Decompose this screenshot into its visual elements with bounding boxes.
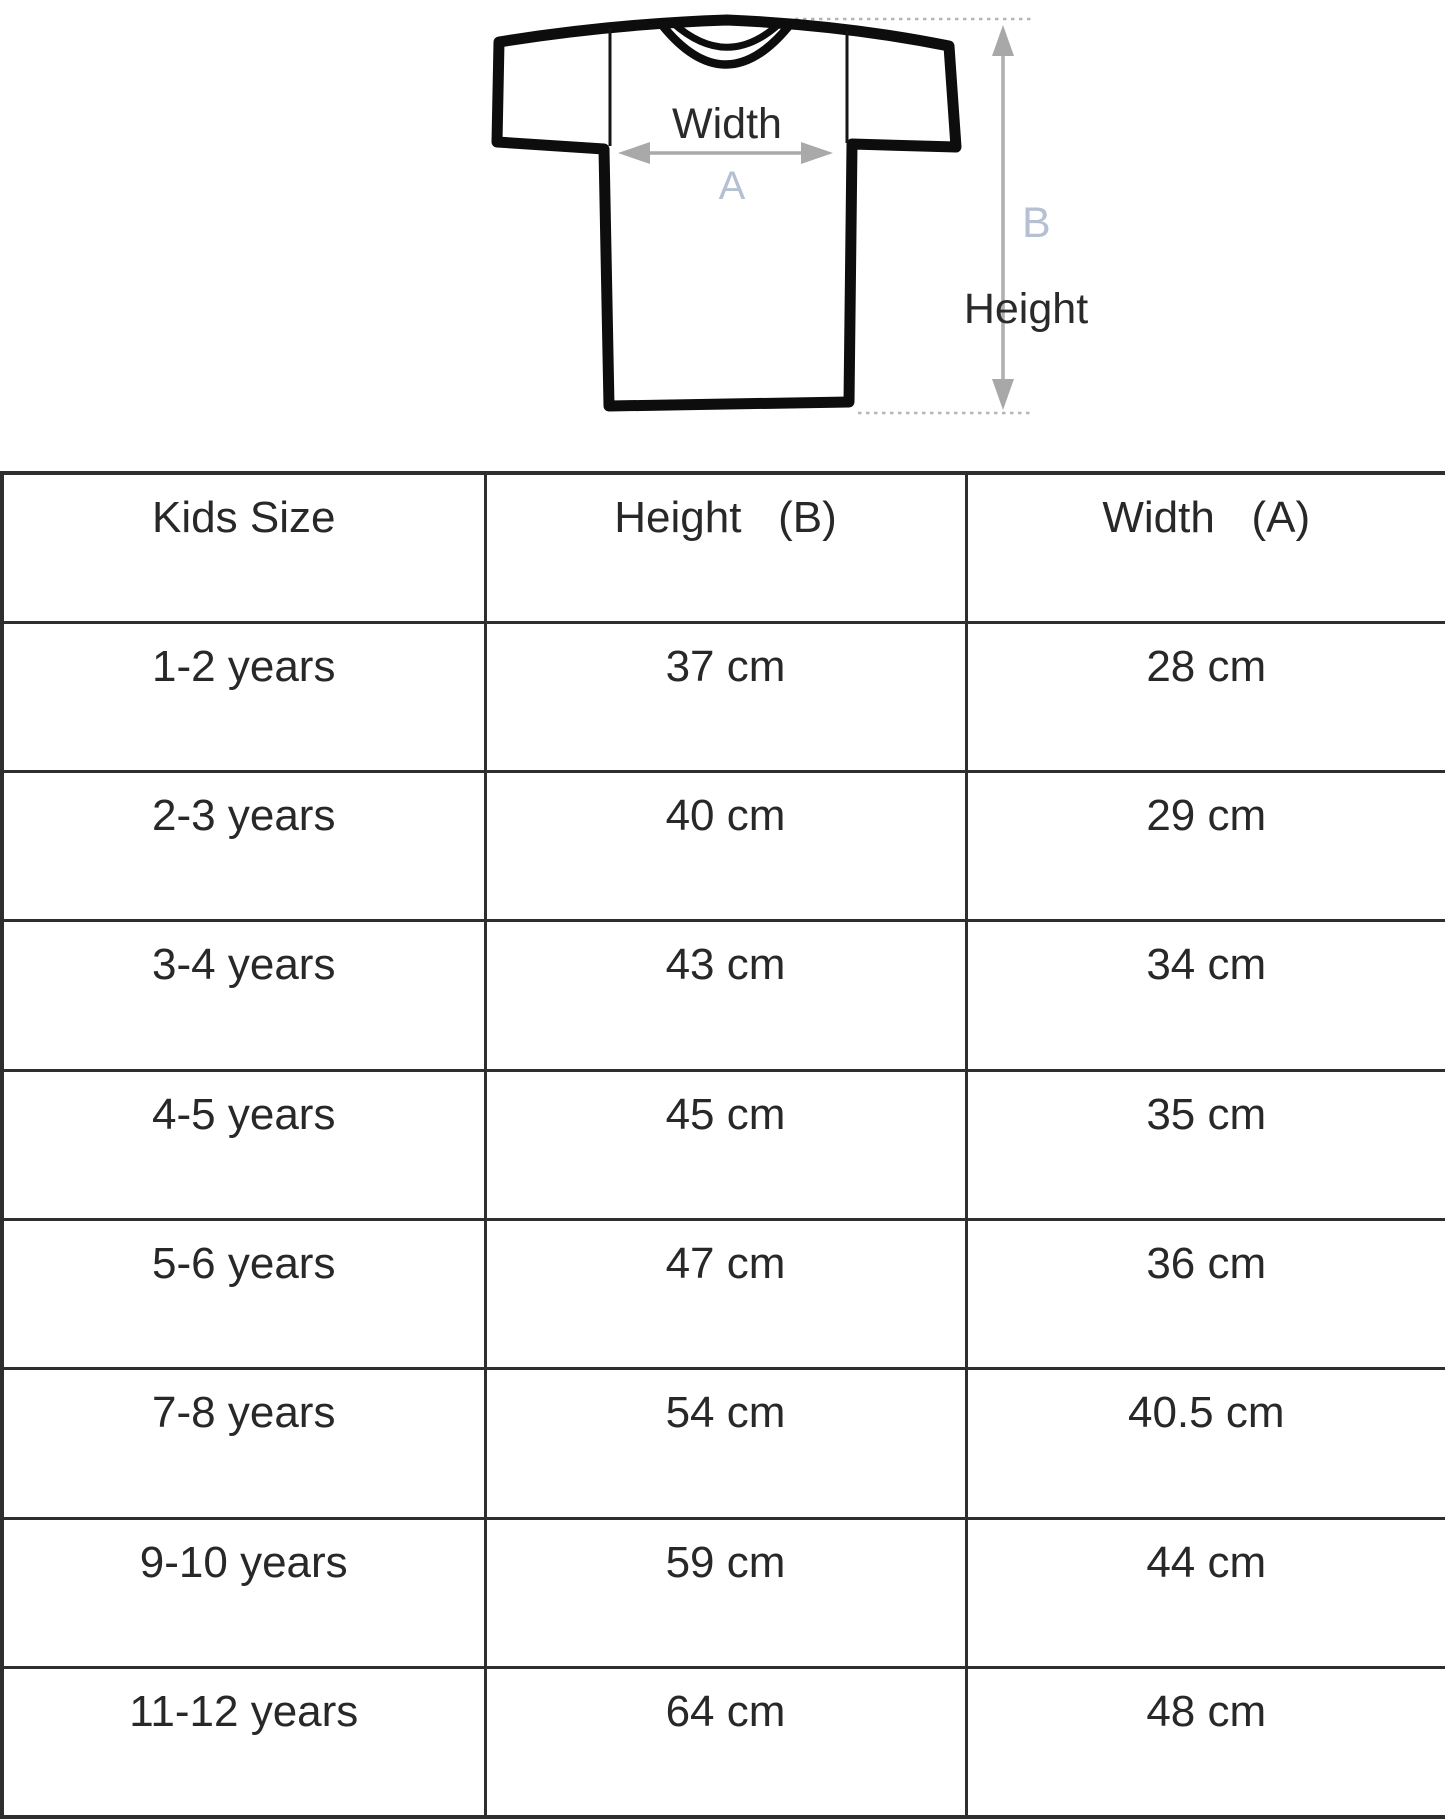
height-cell: 64 cm [485,1668,966,1817]
size-cell: 9-10 years [2,1518,485,1667]
table-row [2,1369,1445,1518]
table-row [2,622,1445,771]
table-row [2,771,1445,920]
width-cell: 28 cm [966,622,1445,771]
table-row [2,1220,1445,1369]
table-header-row [2,473,1445,622]
size-cell: 3-4 years [2,921,485,1070]
height-cell: 59 cm [485,1518,966,1667]
table-row [2,1668,1445,1817]
size-cell: 1-2 years [2,622,485,771]
height-cell: 43 cm [485,921,966,1070]
table-row [2,1518,1445,1667]
width-cell: 36 cm [966,1220,1445,1369]
height-cell: 37 cm [485,622,966,771]
size-cell: 5-6 years [2,1220,485,1369]
height-cell: 47 cm [485,1220,966,1369]
width-letter-a: A [718,164,746,208]
header-height-b: Height (B) [485,473,966,622]
tshirt-measurement-diagram [0,0,1445,440]
height-cell: 45 cm [485,1070,966,1219]
size-cell: 2-3 years [2,771,485,920]
width-cell: 40.5 cm [966,1369,1445,1518]
height-letter-b: B [1022,199,1051,247]
height-label: Height [963,285,1089,333]
header-width-a: Width (A) [966,473,1445,622]
width-label: Width [672,100,782,148]
tshirt-outline [497,20,956,406]
size-cell: 7-8 years [2,1369,485,1518]
header-kids-size: Kids Size [2,473,485,622]
table-row [2,1070,1445,1219]
height-cell: 40 cm [485,771,966,920]
height-arrow [992,25,1014,410]
width-cell: 48 cm [966,1668,1445,1817]
width-cell: 35 cm [966,1070,1445,1219]
width-cell: 44 cm [966,1518,1445,1667]
table-row [2,921,1445,1070]
size-cell: 11-12 years [2,1668,485,1817]
width-cell: 29 cm [966,771,1445,920]
width-cell: 34 cm [966,921,1445,1070]
size-cell: 4-5 years [2,1070,485,1219]
kids-size-table [0,471,1445,1819]
height-cell: 54 cm [485,1369,966,1518]
